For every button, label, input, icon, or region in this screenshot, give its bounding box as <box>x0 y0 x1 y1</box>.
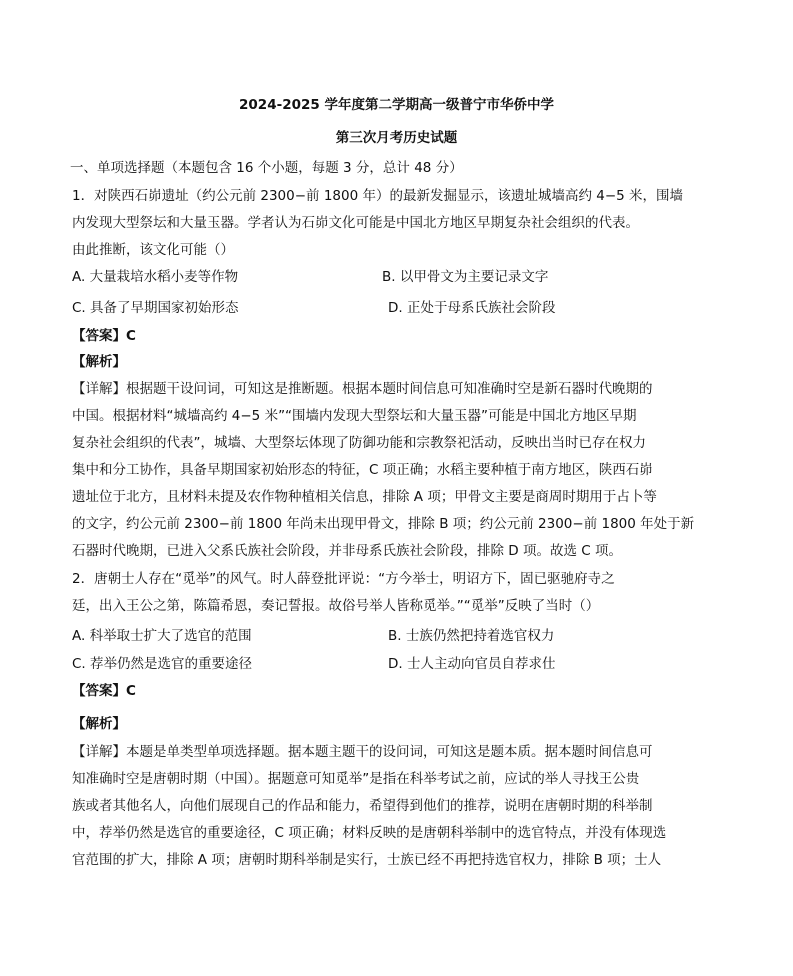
question-1-detail-line7: 石器时代晚期，已进入父系氏族社会阶段，并非母系氏族社会阶段，排除 D 项。故选 C 项。 <box>72 543 622 559</box>
question-1-answer: 【答案】C <box>72 328 136 344</box>
question-2-option-d: D. 士人主动向官员自荐求仕 <box>388 656 556 672</box>
question-1-analysis-label: 【解析】 <box>72 354 126 370</box>
question-1-option-a: A. 大量栽培水稻小麦等作物 <box>72 269 239 285</box>
question-2-detail-line5: 官范围的扩大，排除 A 项；唐朝时期科举制是实行，士族已经不再把持选官权力，排除 B 项；士人 <box>72 852 662 868</box>
question-2-option-c: C. 荐举仍然是选官的重要途径 <box>72 656 253 672</box>
section-heading: 一、单项选择题（本题包含 16 个小题，每题 3 分，总计 48 分） <box>70 160 463 176</box>
question-1-stem-line2: 内发现大型祭坛和大量玉器。学者认为石峁文化可能是中国北方地区早期复杂社会组织的代表。 <box>72 215 639 231</box>
question-2-option-a: A. 科举取士扩大了选官的范围 <box>72 628 252 644</box>
question-1-detail-line3: 复杂社会组织的代表”，城墙、大型祭坛体现了防御功能和宗教祭祀活动，反映出当时已存在权力 <box>72 435 646 451</box>
question-1-option-d: D. 正处于母系氏族社会阶段 <box>388 300 556 316</box>
question-1-detail-line2: 中国。根据材料“城墙高约 4−5 米”“围墙内发现大型祭坛和大量玉器”可能是中国北方地区早期 <box>72 408 637 424</box>
question-1-detail-line5: 遗址位于北方，且材料未提及农作物种植相关信息，排除 A 项；甲骨文主要是商周时期用于占卜等 <box>72 489 657 505</box>
document-title-line1: 2024-2025 学年度第二学期高一级普宁市华侨中学 <box>239 97 554 113</box>
question-2-analysis-label: 【解析】 <box>72 716 126 732</box>
question-2-answer: 【答案】C <box>72 683 136 699</box>
question-2-detail-line4: 中，荐举仍然是选官的重要途径，C 项正确；材料反映的是唐朝科举制中的选官特点，并没有体现选 <box>72 825 667 841</box>
question-2-detail-line1: 【详解】本题是单类型单项选择题。据本题主题干的设问词，可知这是题本质。据本题时间信息可 <box>72 744 653 760</box>
question-1-detail-line1: 【详解】根据题干设问词，可知这是推断题。根据本题时间信息可知准确时空是新石器时代晚期的 <box>72 381 653 397</box>
document-title-line2: 第三次月考历史试题 <box>335 130 458 146</box>
question-1-detail-line4: 集中和分工协作，具备早期国家初始形态的特征，C 项正确；水稻主要种植于南方地区，陕西石峁 <box>72 462 653 478</box>
question-2-detail-line3: 族或者其他名人，向他们展现自己的作品和能力，希望得到他们的推荐，说明在唐朝时期的科举制 <box>72 798 653 814</box>
question-2-stem-line2: 廷，出入王公之第，陈篇希恩，奏记誓报。故俗号举人皆称觅举。”“觅举”反映了当时（） <box>72 598 600 614</box>
question-1-option-c: C. 具备了早期国家初始形态 <box>72 300 239 316</box>
question-1-stem-line1: 1．对陕西石峁遗址（约公元前 2300−前 1800 年）的最新发掘显示，该遗址城墙高约 4−5 米，围墙 <box>72 188 684 204</box>
question-2-detail-line2: 知准确时空是唐朝时期（中国）。据题意可知觅举”是指在科举考试之前，应试的举人寻找王公贵 <box>72 771 640 787</box>
question-1-detail-line6: 的文字，约公元前 2300−前 1800 年尚未出现甲骨文，排除 B 项；约公元前 2300−前 1800 年处于新 <box>72 516 695 532</box>
question-1-stem-line3: 由此推断，该文化可能（） <box>72 242 234 258</box>
question-1-option-b: B. 以甲骨文为主要记录文字 <box>382 269 549 285</box>
question-2-option-b: B. 士族仍然把持着选官权力 <box>388 628 555 644</box>
question-2-stem-line1: 2．唐朝士人存在“觅举”的风气。时人薛登批评说：“方今举士，明诏方下，固已驱驰府寺之 <box>72 571 615 587</box>
